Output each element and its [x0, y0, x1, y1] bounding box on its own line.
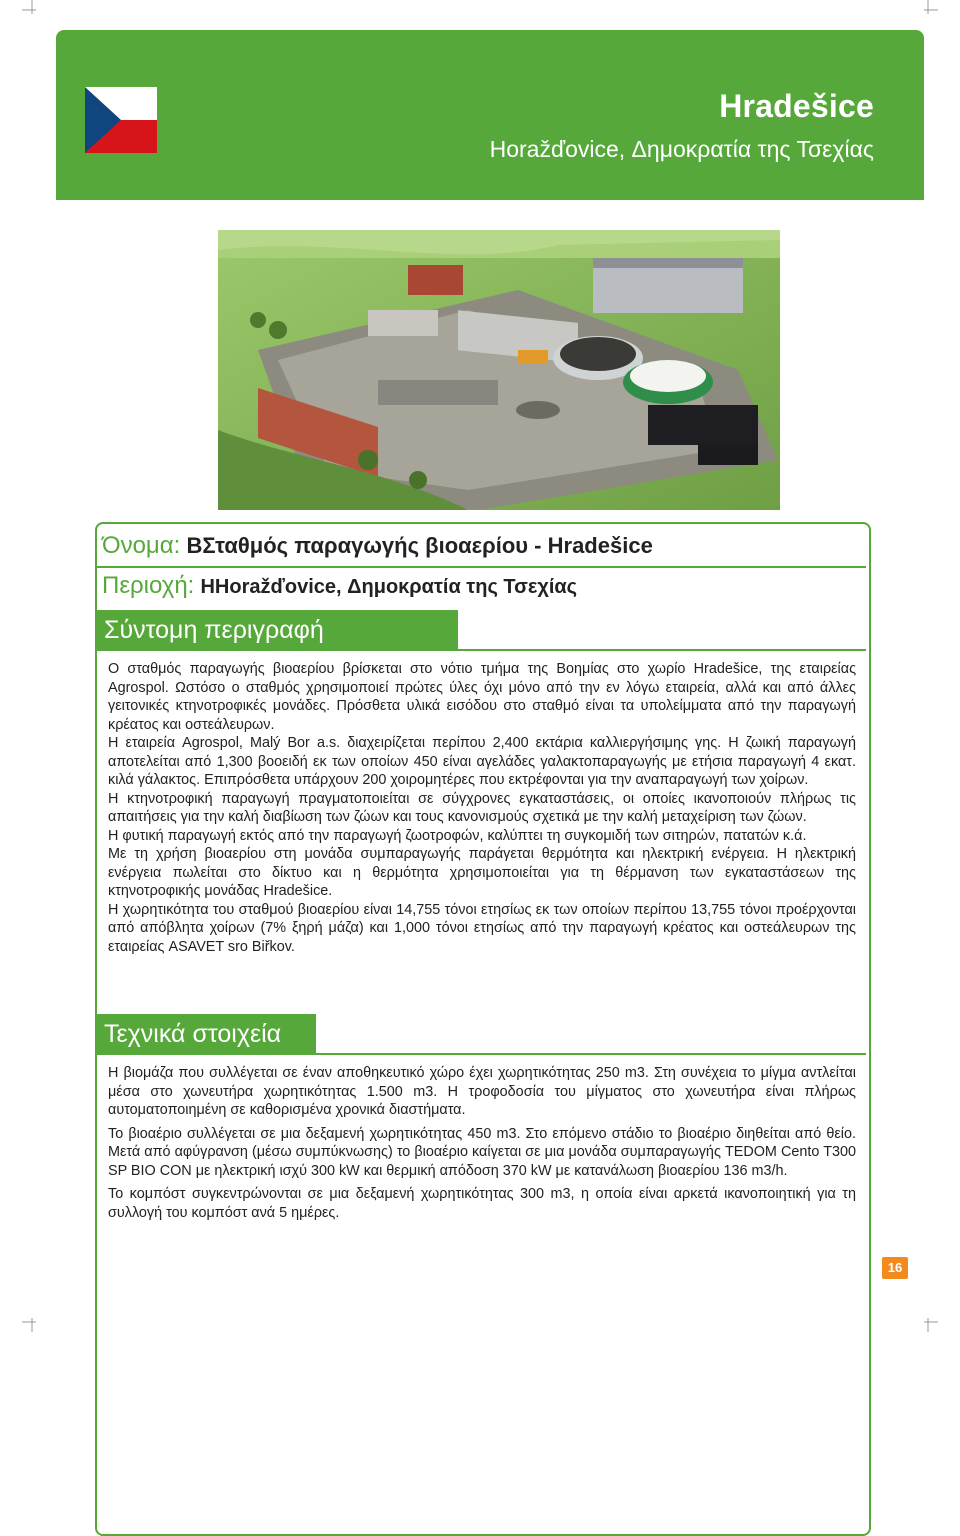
paragraph: Το βιοαέριο συλλέγεται σε μια δεξαμενή χωρητικότητας 450 m3. Στο επόμενο στάδιο το βιοαέριο διηθείται από θείο. Μετά από αφύγρανση (μέσω συμπύκνωσης) το βιοαέριο καίγεται σε μια μονάδα συμπαραγωγής TEDOM Cento T300 SP BIO CON με ηλεκτρική ισχύ 300 kW και θερμική απόδοση 370 kW με κατανάλωση βιοαερίου 136 m3/h.: [108, 1125, 856, 1179]
divider: [96, 566, 866, 568]
page-number: 16: [882, 1257, 908, 1279]
paragraph: Η κτηνοτροφική παραγωγή πραγματοποιείται σε σύγχρονες εγκαταστάσεις, οι οποίες ικανοποιούν πλήρως τις απαιτήσεις για την καλή διαβίωση των ζώων και τους κανονισμούς σχετικά με την καλή μεταχείριση των ζώων.: [108, 790, 856, 825]
area-label: Περιοχή:: [102, 572, 195, 599]
technical-text: [108, 1064, 856, 1227]
technical-heading: Τεχνικά στοιχεία: [96, 1014, 316, 1054]
paragraph: Το κομπόστ συγκεντρώνονται σε μια δεξαμενή χωρητικότητας 300 m3, η οποία είναι αρκετά ικανοποιητική για τη συλλογή του κομπόστ ανά 5 ημέρες.: [108, 1186, 856, 1221]
czech-flag-icon: [85, 87, 157, 153]
divider: [96, 649, 866, 651]
paragraph: Η χωρητικότητα του σταθμού βιοαερίου είναι 14,755 τόνοι ετησίως εκ των οποίων περίπου 13,755 τόνοι προέρχονται από απόβλητα χοίρων (7% ξηρή μάζα) και 1,000 τόνοι ετησίως από την παραγωγή κρέατος και οστεάλευρων της εταιρείας ASAVET sro Biřkov.: [108, 901, 856, 955]
area-row: [102, 572, 577, 600]
paragraph: Η βιομάζα που συλλέγεται σε έναν αποθηκευτικό χώρο έχει χωρητικότητας 250 m3. Στη συνέχεια το μίγμα αντλείται μέσα στο χωνευτήρα χωρητικότητας 1.500 m3. Η τροφοδοσία του μίγματος στο χωνευτήρα είναι πλήρως αυτοματοποιημένη σε καθορισμένα χρονικά διαστήματα.: [108, 1065, 856, 1118]
paragraph: Ο σταθμός παραγωγής βιοαερίου βρίσκεται στο νότιο τμήμα της Βοημίας στο χωρίο Hradešice, της εταιρείας Agrospol. Ωστόσο ο σταθμός χρησιμοποιεί πρώτες ύλες όχι μόνο από την εν λόγω εταιρεία, αλλά και από άλλες γειτονικές κτηνοτροφικές μονάδες. Πρόσθετα υλικά εισόδου στο σταθμό είναι τα υπολείμματα από την παραγωγή κρέατος και οστεάλευρων.: [108, 661, 856, 733]
page-subtitle: Horažďovice, Δημοκρατία της Τσεχίας: [489, 136, 874, 162]
name-label: Όνομα:: [102, 532, 181, 559]
name-row: [102, 532, 653, 560]
short-description-heading: Σύντομη περιγραφή: [96, 610, 458, 650]
crop-mark-bottom-right: [916, 1310, 938, 1332]
crop-mark-bottom-left: [22, 1310, 44, 1332]
paragraph: Με τη χρήση βιοαερίου στη μονάδα συμπαραγωγής παράγεται θερμότητα και ηλεκτρική ενέργεια. Η ηλεκτρική ενέργεια πωλείται στο δίκτυο και η θερμότητα χρησιμοποιείται για τη θέρμανση των εγκαταστάσεων της κτηνοτροφικής μονάδας Hradešice.: [108, 846, 856, 899]
crop-mark-top-right: [916, 0, 938, 22]
paragraph: Η εταιρεία Agrospol, Malý Bor a.s. διαχειρίζεται περίπου 2,400 εκτάρια καλλιεργήσιμης γης. Η ζωική παραγωγή αποτελείται από 1,300 βοοειδή εκ των οποίων 450 είναι αγελάδες γαλακτοπαραγωγής με ετήσια παραγωγή 4 εκατ. κιλά γάλακτος. Επιπρόσθετα υπάρχουν 200 χοιρομητέρες που εκτρέφονται για την αναπαραγωγή των χοίρων.: [108, 735, 856, 788]
paragraph: Η φυτική παραγωγή εκτός από την παραγωγή ζωοτροφών, καλύπτει τη συγκομιδή των σιτηρών, πατατών κ.ά.: [108, 827, 807, 844]
short-description-text: [108, 660, 856, 956]
divider: [96, 1053, 866, 1055]
area-value: ΗHoražďovice, Δημοκρατία της Τσεχίας: [200, 576, 578, 598]
crop-mark-top-left: [22, 0, 44, 22]
name-value: ΒΣταθμός παραγωγής βιοαερίου - Hradešice: [186, 533, 653, 558]
aerial-photo-biogas-plant: [218, 230, 780, 510]
page-title: Hradešice: [719, 88, 874, 124]
